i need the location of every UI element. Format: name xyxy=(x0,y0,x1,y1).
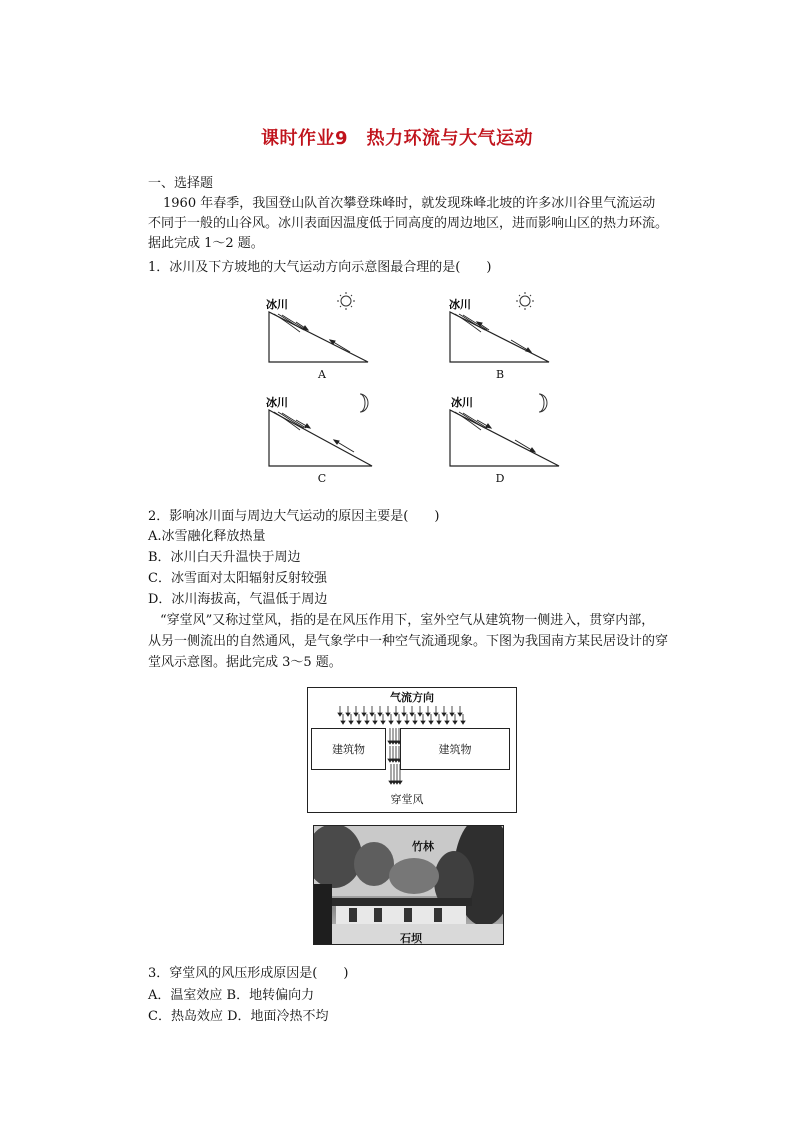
airflow-arrowhead xyxy=(437,721,441,724)
airflow-arrowhead xyxy=(346,713,350,716)
q2-option-d: D．冰川海拔高，气温低于周边 xyxy=(148,592,328,607)
arrow-down-slope xyxy=(511,340,531,352)
airflow-arrowhead xyxy=(458,713,462,716)
airflow-arrowhead xyxy=(381,721,385,724)
building-right xyxy=(400,728,510,770)
airflow-arrowhead xyxy=(434,713,438,716)
airflow-arrowhead xyxy=(461,721,465,724)
airflow-arrowhead xyxy=(349,721,353,724)
caption-c: C xyxy=(317,472,327,485)
draft-label: 穿堂风 xyxy=(390,793,424,806)
page-title: 课时作业9 热力环流与大气运动 xyxy=(260,128,534,149)
q2-option-c: C．冰雪面对太阳辐射反射较强 xyxy=(148,571,327,586)
caption-a: A xyxy=(318,368,326,381)
airflow-arrowhead xyxy=(398,781,402,784)
airflow-arrowhead xyxy=(402,713,406,716)
question-3: 3．穿堂风的风压形成原因是( ) xyxy=(148,966,349,981)
building-left xyxy=(311,728,386,770)
airflow-arrowhead xyxy=(397,721,401,724)
question-2: 2．影响冰川面与周边大气运动的原因主要是( ) xyxy=(148,509,440,524)
airflow-arrowhead xyxy=(418,713,422,716)
sun-icon xyxy=(337,292,355,310)
moon-icon xyxy=(539,394,547,412)
slope-outline xyxy=(269,312,368,362)
airflow-arrowhead xyxy=(413,721,417,724)
q3-options-row-1: A．温室效应 B．地转偏向力 xyxy=(148,988,315,1003)
building-left-label: 建筑物 xyxy=(332,743,365,756)
glacier-label: 冰川 xyxy=(451,396,473,409)
airflow-direction-label: 气流方向 xyxy=(390,691,434,704)
q3-options-row-2: C．热岛效应 D．地面冷热不均 xyxy=(148,1009,329,1024)
airflow-arrowhead xyxy=(362,713,366,716)
moon-icon xyxy=(360,394,368,412)
airflow-arrowhead xyxy=(442,713,446,716)
airflow-arrowhead xyxy=(445,721,449,724)
caption-d: D xyxy=(495,472,505,485)
q2-option-a: A.冰雪融化释放热量 xyxy=(148,529,266,544)
airflow-arrowhead xyxy=(410,713,414,716)
glacier-label: 冰川 xyxy=(266,298,288,311)
diagram-c xyxy=(262,392,382,474)
section-heading: 一、选择题 xyxy=(148,176,214,191)
airflow-arrowhead xyxy=(389,721,393,724)
airflow-arrowhead xyxy=(453,721,457,724)
arrow-down-glacier xyxy=(296,420,310,428)
bamboo-label: 竹林 xyxy=(412,840,434,853)
airflow-arrowhead xyxy=(450,713,454,716)
airflow-arrowhead xyxy=(338,713,342,716)
passage2-line-2: 从另一侧流出的自然通风，是气象学中一种空气流通现象。下图为我国南方某民居设计的穿 xyxy=(148,634,669,649)
arrow-up-slope xyxy=(330,340,350,352)
caption-b: B xyxy=(495,368,505,381)
passage1-line-2: 不同于一般的山谷风。冰川表面因温度低于同高度的周边地区，进而影响山区的热力环流。 xyxy=(148,216,669,231)
airflow-arrowhead xyxy=(386,713,390,716)
q2-option-b: B．冰川白天升温快于周边 xyxy=(148,550,301,565)
airflow-arrowhead xyxy=(405,721,409,724)
photo-illustration xyxy=(314,826,504,945)
airflow-arrowhead xyxy=(394,713,398,716)
slope-outline xyxy=(450,312,549,362)
airflow-arrowhead xyxy=(373,721,377,724)
draft-diagram xyxy=(307,687,517,813)
airflow-arrowhead xyxy=(426,713,430,716)
passage1-line-1: 1960 年春季，我国登山队首次攀登珠峰时，就发现珠峰北坡的许多冰川谷里气流运动 xyxy=(163,196,656,211)
airflow-arrowhead xyxy=(370,713,374,716)
stone-dam-label: 石坝 xyxy=(400,932,422,945)
arrow-down-slope xyxy=(515,440,535,452)
building-right-label: 建筑物 xyxy=(438,743,472,756)
glacier-label: 冰川 xyxy=(449,298,471,311)
diagram-d xyxy=(443,392,563,474)
airflow-arrowhead xyxy=(378,713,382,716)
airflow-arrowhead xyxy=(354,713,358,716)
airflow-arrowhead xyxy=(365,721,369,724)
bamboo-courtyard-photo xyxy=(313,825,504,945)
airflow-arrowhead xyxy=(357,721,361,724)
passage2-line-3: 堂风示意图。据此完成 3～5 题。 xyxy=(148,655,342,670)
passage2-line-1: “穿堂风”又称过堂风，指的是在风压作用下，室外空气从建筑物一侧进入，贯穿内部， xyxy=(160,613,655,628)
passage1-line-3: 据此完成 1～2 题。 xyxy=(148,236,264,251)
airflow-arrowhead xyxy=(421,721,425,724)
question-1: 1．冰川及下方坡地的大气运动方向示意图最合理的是( ) xyxy=(148,260,492,275)
slope-outline xyxy=(450,410,559,466)
airflow-arrowhead xyxy=(341,721,345,724)
glacier-label: 冰川 xyxy=(266,396,288,409)
airflow-arrowhead xyxy=(429,721,433,724)
sun-icon xyxy=(516,292,534,310)
